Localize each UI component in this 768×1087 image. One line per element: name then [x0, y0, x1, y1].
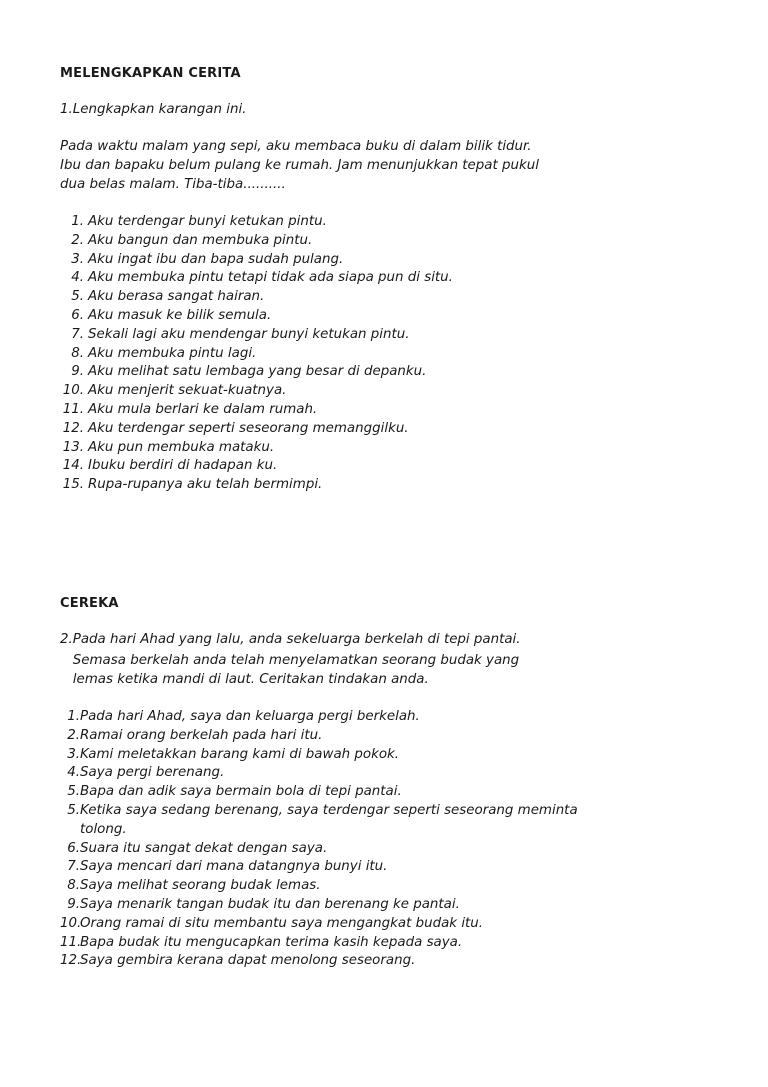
list-item	[60, 307, 453, 326]
list-item-text: Aku ingat ibu dan bapa sudah pulang.	[88, 251, 344, 267]
list-item-number: 4.	[67, 765, 80, 781]
list-item-number: 14.	[62, 458, 84, 474]
list-item	[60, 764, 578, 783]
list-item	[60, 382, 453, 401]
list-item-number: 8.	[67, 878, 80, 894]
section2-prompt-line: Semasa berkelah anda telah menyelamatkan seorang budak yang	[60, 653, 520, 668]
list-item	[60, 213, 453, 232]
list-item	[60, 877, 578, 896]
list-item-number: 4.	[71, 270, 84, 286]
list-item-text: Pada hari Ahad, saya dan keluarga pergi berkelah.	[80, 709, 420, 724]
section2-prompt-line: 2.Pada hari Ahad yang lalu, anda sekeluarga berkelah di tepi pantai.	[60, 632, 521, 647]
list-item-number: 12.	[60, 953, 82, 969]
list-item-number: 15.	[62, 477, 84, 493]
list-item	[60, 288, 453, 307]
list-item-number: 9.	[67, 896, 80, 912]
section2-heading: CEREKA	[60, 596, 119, 611]
list-item-number: 8.	[71, 345, 84, 361]
list-item	[60, 251, 453, 270]
list-item-number: 2.	[71, 232, 84, 248]
list-item-text: Ketika saya sedang berenang, saya terdengar seperti seseorang meminta	[80, 802, 578, 818]
section1-heading: MELENGKAPKAN CERITA	[60, 66, 241, 81]
list-item-number: 11.	[62, 401, 84, 417]
list-item	[60, 363, 453, 382]
section2-list	[60, 708, 578, 971]
list-item-number: 6.	[67, 840, 80, 856]
section1-paragraph-line: Ibu dan bapaku belum pulang ke rumah. Jam menunjukkan tepat pukul	[60, 158, 539, 173]
section1-paragraph-line: dua belas malam. Tiba-tiba..........	[60, 177, 286, 192]
list-item-number: 13.	[62, 439, 84, 455]
section1-list	[60, 213, 453, 495]
list-item-text: Aku mula berlari ke dalam rumah.	[88, 401, 318, 417]
list-item-text: Aku menjerit sekuat-kuatnya.	[88, 383, 287, 399]
list-item	[60, 840, 578, 859]
list-item-text: Saya menarik tangan budak itu dan berenang ke pantai.	[80, 896, 460, 912]
list-item-number: 1.	[71, 214, 84, 229]
list-item	[60, 457, 453, 476]
list-item-number: 3.	[71, 251, 84, 267]
list-item	[60, 232, 453, 251]
list-item-number: 11.	[60, 934, 82, 950]
list-item-number: 10.	[60, 915, 82, 931]
list-item-text: Rupa-rupanya aku telah bermimpi.	[88, 477, 323, 493]
list-item	[60, 896, 578, 915]
list-item	[60, 476, 453, 495]
list-item	[60, 708, 578, 727]
list-item-text: Saya melihat seorang budak lemas.	[80, 878, 321, 894]
list-item-number: 3.	[67, 746, 80, 762]
section2-prompt-line: lemas ketika mandi di laut. Ceritakan tindakan anda.	[60, 672, 429, 687]
list-item-number: 12.	[62, 420, 84, 436]
list-item-text: Aku pun membuka mataku.	[88, 439, 275, 455]
list-item	[60, 858, 578, 877]
list-item-text: Aku terdengar bunyi ketukan pintu.	[88, 214, 327, 229]
list-item-text: Aku membuka pintu lagi.	[88, 345, 257, 361]
list-item-text: Sekali lagi aku mendengar bunyi ketukan pintu.	[88, 326, 410, 342]
list-item	[60, 269, 453, 288]
list-item-number: 1.	[67, 709, 80, 724]
section1-paragraph-line: Pada waktu malam yang sepi, aku membaca buku di dalam bilik tidur.	[60, 139, 532, 154]
list-item-number: 7.	[71, 326, 84, 342]
list-item-number: 9.	[71, 364, 84, 380]
list-item-text: Saya mencari dari mana datangnya bunyi itu.	[80, 859, 388, 875]
list-item-text: Bapa budak itu mengucapkan terima kasih kepada saya.	[80, 934, 463, 950]
list-item-number: 5.	[67, 784, 80, 800]
list-item-text: Aku berasa sangat hairan.	[88, 289, 265, 305]
list-item-number: 6.	[71, 307, 84, 323]
list-item-text: Saya gembira kerana dapat menolong seseorang.	[80, 953, 416, 969]
list-item	[60, 934, 578, 953]
list-item	[60, 783, 578, 802]
list-item	[60, 746, 578, 765]
list-item	[60, 439, 453, 458]
list-item-number: 5.	[67, 802, 80, 818]
list-item-text: Kami meletakkan barang kami di bawah pokok.	[80, 746, 400, 762]
list-item	[60, 420, 453, 439]
list-item-number: 2.	[67, 727, 80, 743]
list-item	[60, 802, 578, 840]
list-item	[60, 915, 578, 934]
list-item	[60, 345, 453, 364]
list-item-text: Ibuku berdiri di hadapan ku.	[88, 458, 278, 474]
list-item-text: Ramai orang berkelah pada hari itu.	[80, 727, 323, 743]
list-item-text: Saya pergi berenang.	[80, 765, 225, 781]
list-item-text: Orang ramai di situ membantu saya mengangkat budak itu.	[80, 915, 484, 931]
list-item-text: Bapa dan adik saya bermain bola di tepi pantai.	[80, 784, 402, 800]
list-item-number: 5.	[71, 289, 84, 305]
list-item-text: Aku bangun dan membuka pintu.	[88, 232, 313, 248]
list-item	[60, 952, 578, 971]
section1-instruction: 1.Lengkapkan karangan ini.	[60, 102, 247, 117]
list-item-text: Aku terdengar seperti seseorang memanggilku.	[88, 420, 409, 436]
list-item-number: 7.	[67, 859, 80, 875]
list-item-text: Aku membuka pintu tetapi tidak ada siapa pun di situ.	[88, 270, 453, 286]
list-item	[60, 727, 578, 746]
list-item-text: Suara itu sangat dekat dengan saya.	[80, 840, 328, 856]
list-item	[60, 401, 453, 420]
list-item	[60, 326, 453, 345]
list-item-text: Aku melihat satu lembaga yang besar di depanku.	[88, 364, 427, 380]
list-item-continuation: tolong.	[80, 821, 127, 837]
list-item-text: Aku masuk ke bilik semula.	[88, 307, 272, 323]
list-item-number: 10.	[62, 383, 84, 399]
